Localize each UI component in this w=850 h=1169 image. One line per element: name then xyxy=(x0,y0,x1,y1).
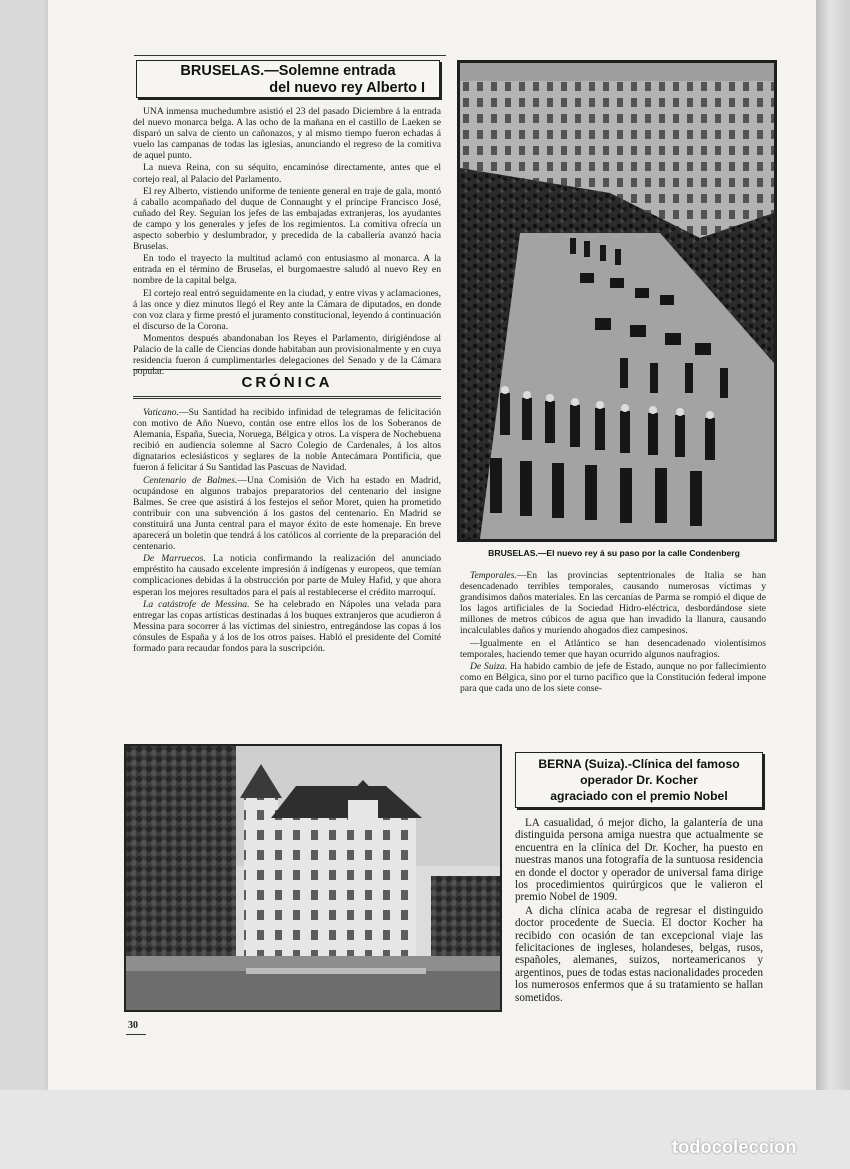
cronica-lead: De Marruecos. xyxy=(143,553,206,565)
cronica-paragraph xyxy=(460,638,766,660)
cronica-text: —En las provincias septentrionales de Italia se han desencadenado terribles temporales, causando numerosas víctimas y grandísimos daños materiales. En las cercanías de Parma se rompió el dique de los lagos artificiales de la Sociedad Hidro-eléctrica, desbordándose siete millones de metros cúbicos de agua que han invadido la llanura, causando incalculables daños y muriendo ahogados diez campesinos. xyxy=(460,570,766,637)
cronica-top-rule xyxy=(133,369,441,370)
procession-illustration xyxy=(460,63,774,539)
bruselas-paragraph: El cortejo real entró seguidamente en la ciudad, y entre vivas y aclamaciones, á las once y diez minutos llegó el Rey ante la Cámara de diputados, en donde con voz clara y firme prestó el juramento constitucional, leyendo á continuación el discurso de la Corona. xyxy=(133,287,441,332)
cronica-right-column xyxy=(460,570,766,695)
cronica-paragraph xyxy=(133,475,441,553)
page-number: 30 xyxy=(128,1020,138,1031)
bruselas-paragraph: En todo el trayecto la multitud aclamó con entusiasmo al monarca. A la entrada en el término de Bruselas, el burgomaestre saludó al nuevo Rey en nombre de la capital belga. xyxy=(133,253,441,287)
cronica-text: Ha habido cambio de jefe de Estado, aunque no por fallecimiento como en Bélgica, sino por el turno pacífico que la Constitución federal impone para que cada uno de los siete conse- xyxy=(460,660,766,694)
todocoleccion-watermark: todocoleccion xyxy=(672,1137,797,1157)
cronica-lead: Temporales. xyxy=(470,570,517,581)
cronica-text: —Su Santidad ha recibido infinidad de telegramas de felicitación con motivo de Año Nuevo, contán ose entre ellos los de los Soberanos de Alemania, España, Suecia, Noruega, Bélgica y otros. La víspera de Nochebuena recibió en audiencia solemne al Sacro Colegio de Cardenales, á los altos dignatarios eclesiásticos y seglares de la noble Antecámara Pontificia, que fueron á felicitar á Su Santidad las Pascuas de Navidad. xyxy=(133,407,441,474)
procession-caption: BRUSELAS.—El nuevo rey á su paso por la calle Condenberg xyxy=(488,548,740,558)
cronica-text: La noticia confirmando la realización del anunciado empréstito ha causado excelente impresión á indígenas y europeos, que temían complicaciones debidas á la obstrucción por parte de Muley Hafid, y que ahora esperan los mejores resultados para el país al restablecerse el crédito marroquí. xyxy=(133,553,441,598)
cronica-bottom-rule xyxy=(133,396,441,399)
cronica-lead: Vaticano. xyxy=(143,407,179,418)
clinic-photo xyxy=(124,744,502,1012)
clinic-illustration xyxy=(126,746,500,1010)
berna-title-line3: agraciado con el premio Nobel xyxy=(550,789,728,803)
berna-paragraph: LA casualidad, ó mejor dicho, la galantería de una distinguida persona amiga nuestra que actualmente se encuentra en la clínica del Dr. Kocher, ha puesto en nuestras manos una fotografía de la suntuosa residencia en donde el doctor y operador de universal fama dirige los procedimientos quirúrgicos que le valieron el premio Nobel de 1909. xyxy=(515,817,763,904)
cronica-paragraph xyxy=(460,570,766,637)
cronica-paragraph xyxy=(133,599,441,654)
berna-paragraph: A dicha clínica acaba de regresar el distinguido doctor procedente de Suecia. El doctor Kocher ha recibido con ocasión de tan excepcional viaje las felicitaciones de ingleses, holandeses, belgas, rusos, españoles, alemanes, suizos, norteamericanos y argentinos, pues de todas estas nacionalidades proceden los numerosos enfermos que á su tratamiento se hallan sometidos. xyxy=(515,904,763,1004)
procession-photo xyxy=(457,60,777,542)
bruselas-title-line1: BRUSELAS.—Solemne entrada xyxy=(180,63,396,79)
berna-title-box xyxy=(515,752,763,808)
bruselas-paragraph: La nueva Reina, con su séquito, encaminóse directamente, antes que el cortejo real, al Palacio del Parlamento. xyxy=(133,162,441,185)
bruselas-article-body xyxy=(133,106,441,378)
cronica-left-column xyxy=(133,407,441,655)
cronica-heading: CRÓNICA xyxy=(241,374,333,391)
cronica-text: —Igualmente en el Atlántico se han desencadenado violentísimos temporales, haciendo temer que hayan ocurrido algunos naufragios. xyxy=(460,637,766,660)
page-number-rule xyxy=(126,1034,146,1035)
cronica-paragraph xyxy=(460,661,766,694)
bruselas-paragraph: UNA inmensa muchedumbre asistió el 23 del pasado Diciembre á la entrada del nuevo monarca belga. A las ocho de la mañana en el castillo de Laeken se disparó un salva de ciento un cañonazos, y al mismo tiempo fueron echadas á vuelo las campanas de todas las iglesias, anunciando el regreso de la comitiva de aquel punto. xyxy=(133,106,441,162)
bruselas-title-box xyxy=(136,60,440,98)
bruselas-top-rule xyxy=(134,55,446,56)
page-edge xyxy=(816,0,850,1169)
cronica-paragraph xyxy=(133,407,441,474)
cronica-text: Se ha celebrado en Nápoles una velada para entregar las copas artísticas destinadas á los buques extranjeros que acudieron á Messina para socorrer á las víctimas del siniestro, entregándose las copas á los cónsules de España y á los de los otros países. Habló el presidente del Comité formado para recaudar fondos para la suscripción. xyxy=(133,598,441,654)
bruselas-paragraph: El rey Alberto, vistiendo uniforme de teniente general en traje de gala, montó á caballo acompañado del duque de Connaught y el príncipe Francisco José, cuñado del Rey. Seguían los jefes de las embajadas extranjeras, los ayudantes de campo y los generales y jefes de los regimientos. La comitiva ofrecía un aspecto soberbio y deslumbrador, y precedida de la caballería avanzó hacia Bruselas. xyxy=(133,185,441,253)
bruselas-paragraph: Momentos después abandonaban los Reyes el Parlamento, dirigiéndose al Palacio de la calle de Ciencias donde habitaban aun provisionalmente y en cuya residencia fueron á cumplimentarles delegaciones del Senado y de la Cámara popular. xyxy=(133,332,441,378)
berna-title-line1: BERNA (Suiza).-Clínica del famoso xyxy=(538,757,740,771)
cronica-lead: De Suiza. xyxy=(470,660,508,672)
cronica-text: —Una Comisión de Vich ha estado en Madrid, ocupándose en algunos trabajos preparatorios del centenario del insigne Balmes. Se cree que asistirá á los festejos el señor Moret, quien ha prometido contribuir con una subvención á los gastos del centenario. En Madrid se constituirá una Junta central para el mayor éxito de este homenaje. En breve aparecerá un boletín que tendrá á los católicos al corriente de la preparación del centenario. xyxy=(133,474,441,553)
berna-title-line2: operador Dr. Kocher xyxy=(580,773,698,787)
cronica-paragraph xyxy=(133,553,441,597)
cronica-lead: La catástrofe de Messina. xyxy=(143,598,250,610)
cronica-lead: Centenario de Balmes. xyxy=(143,474,238,486)
bruselas-title-line2: del nuevo rey Alberto I xyxy=(269,80,425,96)
berna-article-body xyxy=(515,817,763,1005)
